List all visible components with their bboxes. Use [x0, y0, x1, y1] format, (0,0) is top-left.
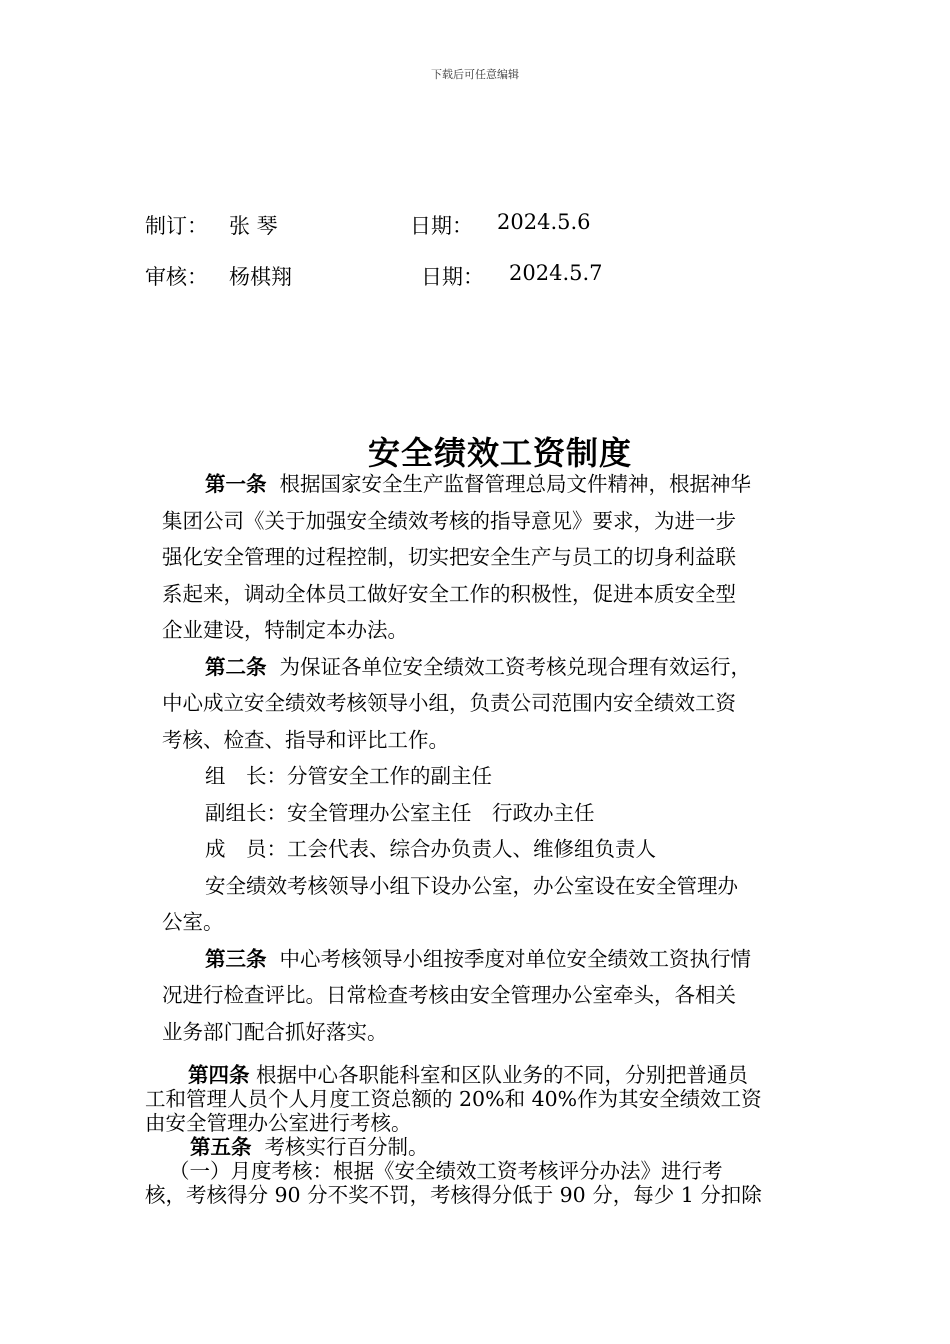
- article-2-first-line: [162, 649, 751, 686]
- group-deputy: 副组长：安全管理办公室主任 行政办主任: [205, 800, 595, 825]
- article-5-line: 核，考核得分 90 分不奖不罚，考核得分低于 90 分，每少 1 分扣除: [145, 1183, 762, 1207]
- group-members: 成 员：工会代表、综合办负责人、维修组负责人: [205, 837, 656, 861]
- reviewed-name: 杨棋翔: [229, 265, 292, 289]
- article-5-first-line: [145, 1135, 762, 1159]
- article-3-head: 第三条: [205, 946, 267, 971]
- article-5-line: （一）月度考核：根据《安全绩效工资考核评分办法》进行考: [169, 1159, 723, 1183]
- article-4-line: 工和管理人员个人月度工资总额的 20%和 40%作为其安全绩效工资: [145, 1087, 762, 1111]
- article-3-first-line: [162, 941, 751, 978]
- article-2-line: 考核、检查、指导和评比工作。: [162, 727, 449, 752]
- article-4-line: 由安全管理办公室进行考核。: [145, 1111, 412, 1135]
- article-1-head: 第一条: [205, 472, 267, 496]
- article-4-text: 根据中心各职能科室和区队业务的不同，分别把普通员: [256, 1063, 749, 1087]
- article-2-text: 为保证各单位安全绩效工资考核兑现合理有效运行，: [279, 654, 752, 679]
- drafted-name: 张 琴: [229, 214, 278, 238]
- article-2-head: 第二条: [205, 654, 267, 679]
- office-line: 安全绩效考核领导小组下设办公室，办公室设在安全管理办: [205, 873, 738, 898]
- drafted-date-label: 日期：: [410, 214, 473, 238]
- header-note: 下载后可任意编辑: [431, 68, 519, 81]
- group-leader: 组 长：分管安全工作的副主任: [205, 764, 492, 788]
- drafted-date: 2024.5.6: [497, 210, 591, 234]
- reviewed-date: 2024.5.7: [509, 261, 603, 285]
- article-4-first-line: [145, 1063, 762, 1087]
- article-1-first-line: [162, 466, 751, 503]
- drafted-label: 制订：: [145, 214, 208, 238]
- article-4-head: 第四条: [188, 1063, 250, 1087]
- article-1-line: 系起来，调动全体员工做好安全工作的积极性，促进本质安全型: [162, 581, 736, 606]
- article-5-head: 第五条: [190, 1135, 252, 1159]
- office-line: 公室。: [162, 910, 224, 934]
- compact-body: [145, 1063, 762, 1207]
- article-1-text: 根据国家安全生产监督管理总局文件精神，根据神华: [279, 472, 752, 496]
- article-1-line: 企业建设，特制定本办法。: [162, 618, 408, 642]
- article-3-line: 况进行检查评比。日常检查考核由安全管理办公室牵头，各相关: [162, 983, 736, 1007]
- reviewed-label: 审核：: [145, 265, 208, 289]
- article-3-text: 中心考核领导小组按季度对单位安全绩效工资执行情: [279, 946, 752, 971]
- article-2-line: 中心成立安全绩效考核领导小组，负责公司范围内安全绩效工资: [162, 691, 736, 715]
- article-1-line: 强化安全管理的过程控制，切实把安全生产与员工的切身利益联: [162, 545, 736, 569]
- article-3-line: 业务部门配合抓好落实。: [162, 1019, 388, 1044]
- article-5-text: 考核实行百分制。: [264, 1135, 429, 1159]
- document-title: 安全绩效工资制度: [367, 434, 632, 472]
- article-1-line: 集团公司《关于加强安全绩效考核的指导意见》要求，为进一步: [162, 508, 736, 533]
- reviewed-date-label: 日期：: [421, 265, 484, 289]
- main-body: [162, 466, 751, 1050]
